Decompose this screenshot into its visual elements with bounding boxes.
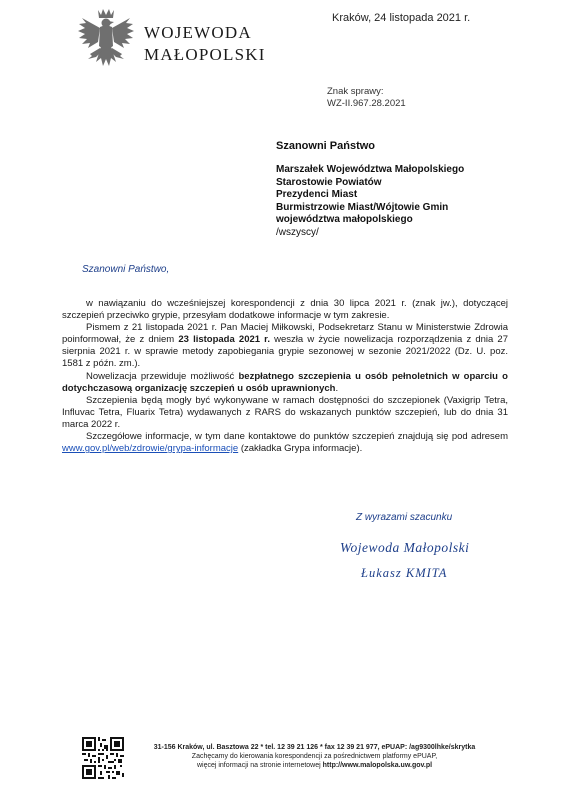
case-reference: [327, 86, 406, 110]
signature-title: Wojewoda Małopolski: [340, 540, 470, 555]
letter-body: [62, 298, 508, 455]
paragraph-2-text: Pismem z 21 listopada 2021 r. Pan Maciej Miłkowski, Podsekretarz Stanu w Ministerstwie Zdrowia poinformował, że z dniem: [62, 322, 508, 346]
info-link[interactable]: www.gov.pl/web/zdrowie/grypa-informacje: [62, 443, 239, 455]
footer-website-link[interactable]: http://www.malopolska.uw.gov.pl: [322, 762, 433, 769]
footer-website: [132, 761, 497, 770]
letter-date: Kraków, 24 listopada 2021 r.: [332, 12, 471, 24]
paragraph-5-text: Szczegółowe informacje, w tym dane kontaktowe do punktów szczepień znajdują się pod adresem: [86, 431, 508, 443]
paragraph-1: w nawiązaniu do wcześniejszej korespondencji z dnia 30 lipca 2021 r. (znak jw.), dotyczącej szczepień przeciwko grypie, przesyłam dodatkowe informacje w tym zakresie.: [62, 298, 508, 322]
closing-regards: Z wyrazami szacunku: [356, 512, 453, 523]
footer-address: 31-156 Kraków, ul. Basztowa 22 * tel. 12 39 21 126 * fax 12 39 21 977, ePUAP: /ag9300lhke/skrytka: [153, 744, 476, 751]
eagle-emblem-icon: [76, 6, 136, 76]
footer-epuap-note: Zachęcamy do kierowania korespondencji za pośrednictwem platformy ePUAP,: [191, 753, 438, 760]
paragraph-3-text: Nowelizacja przewiduje możliwość: [86, 370, 239, 382]
paragraph-5-text-end: (zakładka Grypa informacje).: [238, 443, 363, 455]
footer: [132, 743, 497, 770]
recipient-line: województwa małopolskiego: [276, 214, 413, 226]
brand-line-1: WOJEWODA: [144, 23, 252, 42]
salutation: Szanowni Państwo,: [82, 264, 170, 275]
recipients-note: /wszyscy/: [276, 226, 319, 238]
brand-line-2: MAŁOPOLSKI: [144, 45, 266, 64]
paragraph-4: Szczepienia będą mogły być wykonywane w ramach dostępności do szczepionek (Vaxigrip Tetra, Influvac Tetra, Fluarix Tetra) wydawanych z RARS do wskazanych punktów szczepień, lub do dnia 31 marca 2022 r.: [62, 394, 508, 430]
recipient-line: Marszałek Województwa Małopolskiego: [276, 164, 465, 175]
paragraph-3: [62, 371, 508, 395]
qr-code-icon: [82, 737, 124, 779]
case-number: WZ-II.967.28.2021: [327, 98, 406, 109]
paragraph-2-text-end: weszła w życie nowelizacja rozporządzenia z dnia 27 sierpnia 2021 r. w sprawie metody zapobiegania grypie sezonowej w sezonie 2021/2022 (Dz. U. poz. 1581 z późn. zm.).: [62, 334, 508, 370]
case-label: Znak sprawy:: [327, 86, 384, 97]
recipient-line: Burmistrzowie Miast/Wójtowie Gmin: [276, 201, 449, 213]
footer-website-text: więcej informacji na stronie internetowej: [196, 762, 323, 769]
paragraph-2: [62, 322, 508, 370]
paragraph-3-text-end: .: [335, 382, 339, 394]
free-vaccination-note: bezpłatnego szczepienia u osób pełnoletnich w oparciu o dotychczasową organizację szczepień u osób uprawnionych: [62, 370, 508, 394]
recipients-block: [276, 164, 464, 240]
effective-date: 23 listopada 2021 r.: [178, 334, 270, 346]
recipient-line: Starostowie Powiatów: [276, 176, 382, 188]
address-greeting: Szanowni Państwo: [276, 140, 376, 152]
paragraph-5: [62, 431, 508, 455]
recipient-line: Prezydenci Miast: [276, 189, 358, 201]
signature-name: Łukasz KMITA: [361, 566, 448, 580]
brand-wordmark: [144, 22, 266, 66]
